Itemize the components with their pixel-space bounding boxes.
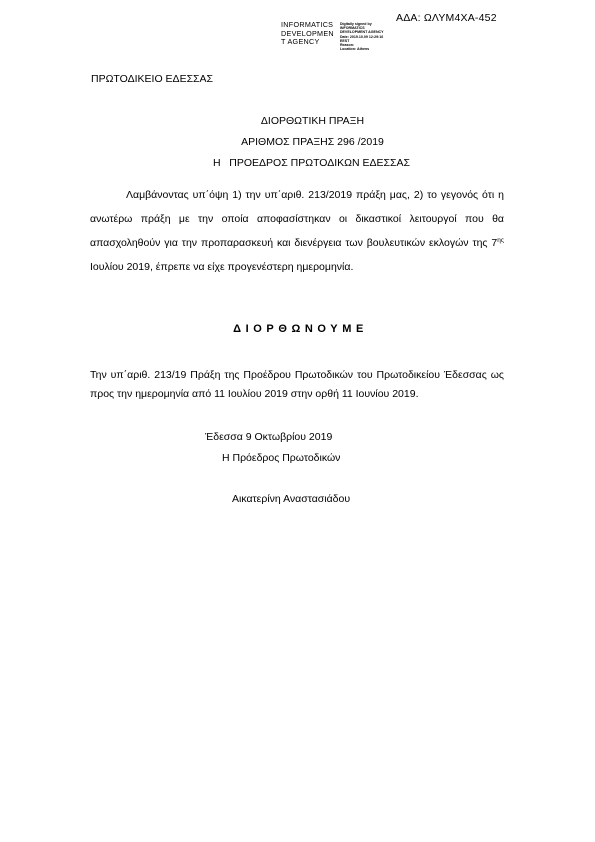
signature-detail-line: EEST (339, 38, 350, 43)
document-title (0, 111, 595, 174)
paragraph-correction: Την υπ΄αριθ. 213/19 Πράξη της Προέδρου Πρωτοδικών του Πρωτοδικείου Έδεσσας ως προς την ημερομηνία από 11 Ιουλίου 2019 στην ορθή 11 Ιουνίου 2019. (90, 369, 504, 400)
title-line-2: ΑΡΙΘΜΟΣ ΠΡΑΞΗΣ 296 /2019 (241, 136, 384, 148)
signature-organization (281, 21, 334, 51)
signer-title: Η Πρόεδρος Πρωτοδικών (222, 452, 341, 464)
recital-text-end: Ιουλίου 2019, έπρεπε να είχε προγενέστερη ημερομηνία. (90, 261, 354, 273)
title-line-3: Η ΠΡΟΕΔΡΟΣ ΠΡΩΤΟΔΙΚΩΝ ΕΔΕΣΣΑΣ (212, 157, 411, 169)
place-date: Έδεσσα 9 Οκτωβρίου 2019 (205, 431, 333, 443)
logo-line: INFORMATICS (281, 20, 334, 29)
court-name: ΠΡΩΤΟΔΙΚΕΙΟ ΕΔΕΣΣΑΣ (91, 73, 214, 85)
signature-details (340, 21, 384, 51)
signature-detail-line: Reason: (339, 43, 355, 48)
title-line-1: ΔΙΟΡΘΩΤΙΚΗ ΠΡΑΞΗ (260, 115, 365, 127)
signature-detail-line: INFORMATICS (339, 26, 365, 31)
signature-detail-line: DEVELOPMENT AGENCY (339, 30, 384, 35)
recital-text: Λαμβάνοντας υπ΄όψη 1) την υπ΄αριθ. 213/2019 πράξη μας, 2) το γεγονός ότι η ανωτέρω πράξη με την οποία αποφασίστηκαν οι δικαστικοί λειτουργοί που θα απασχοληθούν για την προπαρασκευή και διενέργεια των βουλευτικών εκλογών της 7 (90, 189, 504, 249)
logo-line: DEVELOPMEN (281, 28, 334, 38)
digital-signature-stamp (281, 21, 384, 51)
logo-line: T AGENCY (281, 37, 320, 47)
signature-detail-line: Date: 2019.10.09 12:29:16 (339, 34, 384, 39)
section-heading (0, 323, 595, 335)
signature-detail-line: Location: Athens (339, 47, 370, 52)
ada-number: ΑΔΑ: ΩΛΥΜ4ΧΑ-452 (396, 12, 497, 24)
paragraph-recital (90, 183, 504, 279)
heading-text: ΔΙΟΡΘΩΝΟΥΜΕ (233, 323, 368, 335)
signature-detail-line: Digitally signed by (339, 22, 372, 26)
signer-name: Αικατερίνη Αναστασιάδου (232, 493, 351, 505)
ordinal-suffix: ης (497, 237, 504, 244)
